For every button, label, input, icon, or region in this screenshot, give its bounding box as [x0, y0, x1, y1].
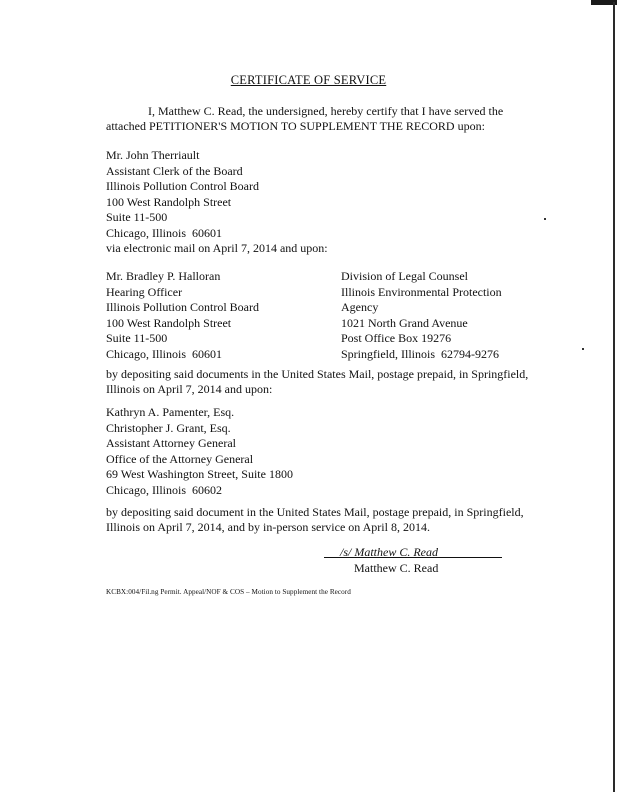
- address-line: Illinois Pollution Control Board: [106, 179, 260, 193]
- mail-statement-1-line-2: Illinois on April 7, 2014 and upon:: [106, 382, 273, 396]
- address-line: Assistant Attorney General: [106, 436, 236, 450]
- address-line: Office of the Attorney General: [106, 451, 254, 466]
- address-line: Chicago, Illinois 60602: [106, 482, 222, 497]
- typed-signature: /s/ Matthew C. Read: [340, 545, 438, 559]
- mail-statement-1-line-1: by depositing said documents in the United States Mail, postage prepaid, in Springfield,: [106, 367, 529, 381]
- certificate-title: CERTIFICATE OF SERVICE: [230, 73, 387, 87]
- address-line: Christopher J. Grant, Esq.: [106, 420, 231, 435]
- address-line: Mr. John Therriault: [106, 148, 200, 162]
- address-line: Suite 11-500: [106, 210, 168, 224]
- mail-statement-2-line-2: Illinois on April 7, 2014, and by in-person service on April 8, 2014.: [106, 520, 430, 534]
- address-line: 1021 North Grand Avenue: [341, 315, 468, 330]
- signer-name: Matthew C. Read: [354, 561, 439, 575]
- address-line: Illinois Environmental Protection: [341, 284, 502, 299]
- address-line: 100 West Randolph Street: [106, 315, 232, 330]
- address-line: 69 West Washington Street, Suite 1800: [106, 467, 293, 481]
- address-line: Assistant Clerk of the Board: [106, 163, 243, 178]
- address-line: Post Office Box 19276: [341, 331, 452, 345]
- intro-line-2: attached PETITIONER'S MOTION TO SUPPLEMENT THE RECORD upon:: [106, 119, 485, 133]
- address-line: Illinois Pollution Control Board: [106, 300, 260, 314]
- scan-edge-line: [613, 2, 615, 792]
- recipient-clerk-address: [106, 148, 259, 241]
- address-line: Chicago, Illinois 60601: [106, 225, 222, 240]
- recipient-attorney-general-address: [106, 405, 293, 498]
- address-line: Mr. Bradley P. Halloran: [106, 269, 221, 283]
- address-line: Suite 11-500: [106, 331, 168, 345]
- document-footer: KCBX:004/Fil.ng Permit. Appeal/NOF & COS – Motion to Supplement the Record: [106, 588, 351, 596]
- via-email-statement: via electronic mail on April 7, 2014 and upon:: [106, 241, 328, 255]
- address-line: Kathryn A. Pamenter, Esq.: [106, 405, 235, 419]
- address-line: Division of Legal Counsel: [341, 269, 468, 283]
- signature-line: [324, 557, 502, 558]
- address-line: Chicago, Illinois 60601: [106, 346, 222, 361]
- intro-line-1: I, Matthew C. Read, the undersigned, hereby certify that I have served the: [148, 104, 504, 118]
- scan-speck: [582, 348, 584, 350]
- recipient-hearing-officer-address: [106, 269, 259, 362]
- address-line: Springfield, Illinois 62794-9276: [341, 346, 499, 361]
- address-line: Agency: [341, 300, 379, 314]
- address-line: 100 West Randolph Street: [106, 194, 232, 209]
- recipient-legal-counsel-address: [341, 269, 502, 362]
- address-line: Hearing Officer: [106, 284, 183, 299]
- scan-speck: [544, 218, 546, 220]
- mail-statement-2-line-1: by depositing said document in the United States Mail, postage prepaid, in Springfield,: [106, 505, 524, 519]
